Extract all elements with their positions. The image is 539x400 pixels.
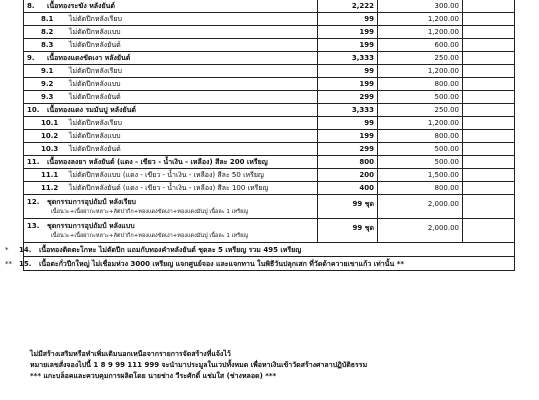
table-row <box>24 156 515 169</box>
item-number: 11.2 <box>41 184 59 192</box>
item-number: 11.1 <box>41 171 59 179</box>
item-quantity: 199 <box>318 39 378 52</box>
item-title: ไม่ตัดปีกหลังเรียบ <box>69 67 122 75</box>
table-row <box>24 0 515 13</box>
item-quantity: 200 <box>318 169 378 182</box>
item-quantity: 800 <box>318 156 378 169</box>
item-detail: เนื้อนวะ+เนื้อผ่ากะหลาะ+ลัตปากีก+ทองแดงขัดเงา+ทองแดงมันปู เนื้อละ 1 เหรียญ <box>51 209 249 215</box>
table-row <box>24 195 515 219</box>
item-title: เนื้อทองระฆัง หลังยันต์ <box>47 2 115 10</box>
table-row <box>24 78 515 91</box>
table-row <box>24 243 515 257</box>
item-number: 15. <box>19 259 32 268</box>
item-price: 1,200.00 <box>378 65 463 78</box>
item-number: 10. <box>27 106 40 114</box>
item-title: ชุดกรรมการอุปถัมป์ หลังแบบ <box>47 222 135 230</box>
table-row <box>24 117 515 130</box>
item-number: 8.3 <box>41 41 54 49</box>
item-title: เนื้อทองติดตะโกหะ ไม่ตัดปีก แถมกับทองคำหลังยันต์ ชุดละ 5 เหรียญ รวม 495 เหรียญ <box>39 245 302 254</box>
note-line: *** แกะบล็อคและควบคุมการผลิตโดย นายช่าง วีระศักดิ์ แช่มใส (ช่างหลอด) *** <box>30 372 277 380</box>
item-title: ไม่ตัดปีกหลังแบบ <box>69 132 121 140</box>
table-row <box>24 91 515 104</box>
item-price: 600.00 <box>378 39 463 52</box>
item-quantity: 199 <box>318 78 378 91</box>
item-number: 8.1 <box>41 15 54 23</box>
item-cell <box>24 0 318 13</box>
table-row <box>24 26 515 39</box>
item-quantity: 2,222 <box>318 0 378 13</box>
item-quantity: 99 <box>318 13 378 26</box>
item-number: 8. <box>27 2 35 10</box>
item-title: ไม่ตัดปีกหลังยันต์ <box>69 93 121 101</box>
item-quantity: 3,333 <box>318 104 378 117</box>
item-title: ไม่ตัดปีกหลังยันต์ (แดง - เขียว - น้ำเงิน - เหลือง) สีละ 100 เหรียญ <box>69 184 269 192</box>
item-number: 10.2 <box>41 132 59 140</box>
table-row <box>24 39 515 52</box>
table-row <box>24 130 515 143</box>
table-row <box>24 13 515 26</box>
table-row <box>24 182 515 195</box>
item-number: 13. <box>27 222 40 230</box>
item-title: เนื้อทองลงยา หลังยันต์ (แดง - เขียว - น้ำเงิน - เหลือง) สีละ 200 เหรียญ <box>47 158 268 166</box>
table-row <box>24 104 515 117</box>
footer-notes <box>30 349 510 382</box>
note-line: ไม่มีสร้างเสริมหรือทำเพิ่มเติมนอกเหนือจากรายการจัดสร้างที่แจ้งไว้ <box>30 350 231 358</box>
item-number: 10.3 <box>41 145 59 153</box>
item-number: 9. <box>27 54 35 62</box>
item-title: เนื้อทองแดงขัดเงา หลังยันต์ <box>47 54 131 62</box>
item-title: เนื้อทองแดง รมมันปู หลังยันต์ <box>47 106 136 114</box>
item-quantity: 99 <box>318 117 378 130</box>
item-title: ไม่ตัดปีกหลังเรียบ <box>69 15 122 23</box>
item-title: ไม่ตัดปีกหลังเรียบ <box>69 119 122 127</box>
item-price: 250.00 <box>378 104 463 117</box>
item-price: 2,000.00 <box>378 195 463 219</box>
item-price: 1,500.00 <box>378 169 463 182</box>
table-row <box>24 257 515 271</box>
item-price: 300.00 <box>378 0 463 13</box>
item-number: 9.3 <box>41 93 54 101</box>
item-quantity: 199 <box>318 26 378 39</box>
item-number: 8.2 <box>41 28 54 36</box>
footnote-marker: * <box>5 245 9 254</box>
table-row <box>24 219 515 243</box>
item-title: ไม่ตัดปีกหลังยันต์ <box>69 41 121 49</box>
item-price: 800.00 <box>378 182 463 195</box>
item-number: 9.2 <box>41 80 54 88</box>
item-quantity: 99 <box>318 65 378 78</box>
item-number: 10.1 <box>41 119 59 127</box>
item-title: ชุดกรรมการอุปถัมป์ หลังเรียบ <box>47 198 136 206</box>
table-row <box>24 143 515 156</box>
item-number: 11. <box>27 158 40 166</box>
item-quantity: 99 ชุด <box>318 195 378 219</box>
item-title: ไม่ตัดปีกหลังแบบ <box>69 80 121 88</box>
item-number: 9.1 <box>41 67 54 75</box>
item-price: 1,200.00 <box>378 13 463 26</box>
item-quantity: 299 <box>318 91 378 104</box>
item-quantity: 199 <box>318 130 378 143</box>
item-quantity: 299 <box>318 143 378 156</box>
item-price: 800.00 <box>378 130 463 143</box>
item-quantity: 400 <box>318 182 378 195</box>
item-price: 500.00 <box>378 156 463 169</box>
item-detail: เนื้อนวะ+เนื้อผ่ากะหลาะ+ลัตปากีก+ทองแดงขัดเงา+ทองแดงมันปู เนื้อละ 1 เหรียญ <box>51 233 249 239</box>
item-quantity: 3,333 <box>318 52 378 65</box>
item-title: ไม่ตัดปีกหลังแบบ <box>69 28 121 36</box>
item-title: ไม่ตัดปีกหลังยันต์ <box>69 145 121 153</box>
table-row <box>24 169 515 182</box>
item-number: 14. <box>19 245 32 254</box>
item-price: 1,200.00 <box>378 26 463 39</box>
item-title: ไม่ตัดปีกหลังแบบ (แดง - เขียว - น้ำเงิน - เหลือง) สีละ 50 เหรียญ <box>69 171 264 179</box>
table-row <box>24 65 515 78</box>
item-number: 12. <box>27 198 40 206</box>
item-quantity: 99 ชุด <box>318 219 378 243</box>
item-price: 800.00 <box>378 78 463 91</box>
item-price: 2,000.00 <box>378 219 463 243</box>
note-line: หมายเลขสั่งจองไปนี้ 1 8 9 99 111 999 จะนำมาประมูลในเวปทั้งหมด เพื่อหาเงินเข้าวัดสร้างศาลาปฏิบัติธรรม <box>30 361 368 369</box>
item-price: 500.00 <box>378 91 463 104</box>
item-price: 250.00 <box>378 52 463 65</box>
item-price: 500.00 <box>378 143 463 156</box>
price-list-table <box>5 0 515 271</box>
item-price: 1,200.00 <box>378 117 463 130</box>
table-row <box>24 52 515 65</box>
footnote-marker: ** <box>5 259 12 268</box>
item-title: เนื้อตะกั่วปีกใหญ่ ไม่เชื่อมห่วง 3000 เหรียญ แจกศูนย์จอง และแจกทาน ในพิธีวันปลุกเสก ที่วัดด้าควายเขาแก้ว เท่านั้น ** <box>39 259 405 268</box>
